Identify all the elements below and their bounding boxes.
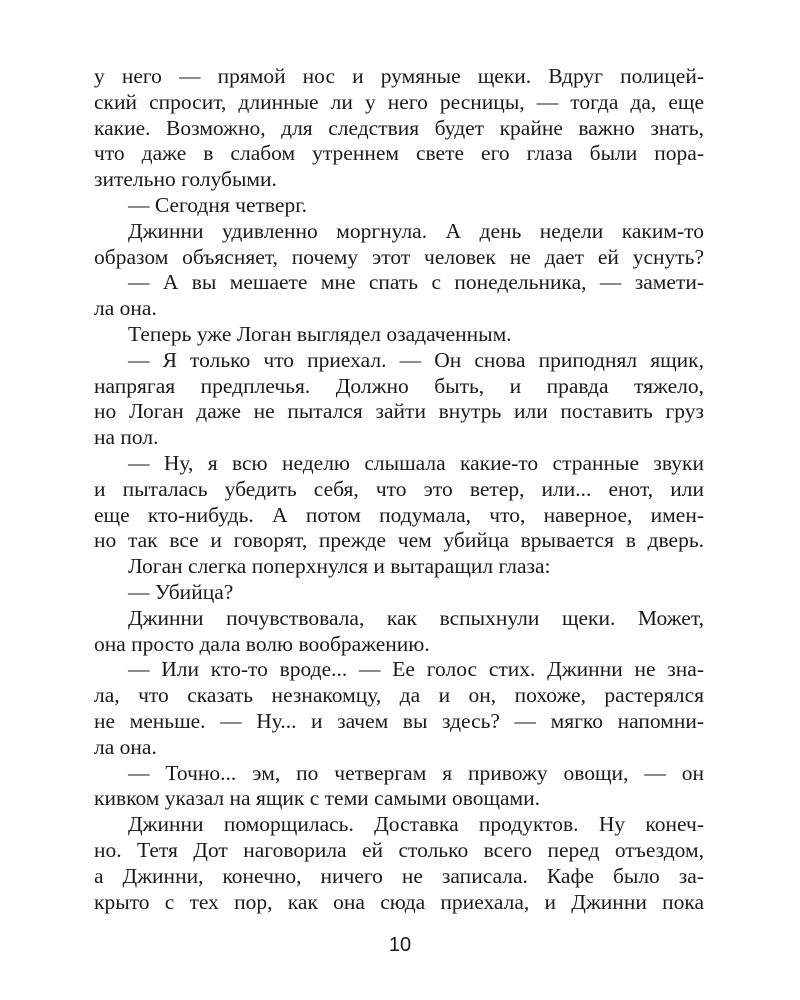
text-line: Логан слегка поперхнулся и вытаращил глаза: <box>128 554 551 579</box>
text-line: — Ну, я всю неделю слышала какие-то странные звуки <box>128 450 704 475</box>
text-line: зительно голубыми. <box>94 167 277 192</box>
text-line: крыто с тех пор, как она сюда приехала, и Джинни пока <box>94 889 704 914</box>
text-line: но. Тетя Дот наговорила ей столько всего перед отъездом, <box>94 837 704 862</box>
text-line: она просто дала волю воображению. <box>94 631 430 656</box>
text-line: еще кто-нибудь. А потом подумала, что, наверное, имен- <box>94 502 704 527</box>
text-line: образом объясняет, почему этот человек не дает ей уснуть? <box>94 244 704 269</box>
text-line: какие. Возможно, для следствия будет крайне важно знать, <box>94 115 704 140</box>
text-line: — Точно... эм, по четвергам я привожу овощи, — он <box>128 760 704 785</box>
text-line: ла, что сказать незнакомцу, да и он, похоже, растерялся <box>94 683 704 708</box>
text-line: — Убийца? <box>128 579 234 604</box>
text-line: Теперь уже Логан выглядел озадаченным. <box>128 321 512 346</box>
book-page-text <box>94 64 704 915</box>
text-line: не меньше. — Ну... и зачем вы здесь? — мягко напомни- <box>94 708 704 733</box>
text-line: но так все и говорят, прежде чем убийца врывается в дверь. <box>94 528 704 553</box>
text-line: ла она. <box>94 296 157 321</box>
text-line: Джинни поморщилась. Доставка продуктов. Ну конеч- <box>128 812 704 837</box>
text-line: напрягая предплечья. Должно быть, и правда тяжело, <box>94 373 704 398</box>
text-line: ла она. <box>94 734 157 759</box>
text-line: — Сегодня четверг. <box>128 192 307 217</box>
text-line: но Логан даже не пытался зайти внутрь или поставить груз <box>94 399 704 424</box>
text-line: Джинни почувствовала, как вспыхнули щеки. Может, <box>128 605 704 630</box>
text-line: — А вы мешаете мне спать с понедельника, — замети- <box>128 270 704 295</box>
text-line: — Или кто-то вроде... — Ее голос стих. Джинни не зна- <box>128 657 704 682</box>
text-line: ский спросит, длинные ли у него ресницы, — тогда да, еще <box>94 89 704 114</box>
text-line: кивком указал на ящик с теми самыми овощами. <box>94 786 541 811</box>
text-line: — Я только что приехал. — Он снова приподнял ящик, <box>128 347 704 372</box>
text-line: и пыталась убедить себя, что это ветер, или... енот, или <box>94 476 704 501</box>
text-line: на пол. <box>94 425 159 450</box>
page-number: 10 <box>388 934 412 956</box>
text-line: Джинни удивленно моргнула. А день недели каким-то <box>128 218 704 243</box>
text-line: а Джинни, конечно, ничего не записала. Кафе было за- <box>94 863 704 888</box>
text-line: у него — прямой нос и румяные щеки. Вдруг полицей- <box>94 64 704 88</box>
text-line: что даже в слабом утреннем свете его глаза были пора- <box>94 141 704 166</box>
